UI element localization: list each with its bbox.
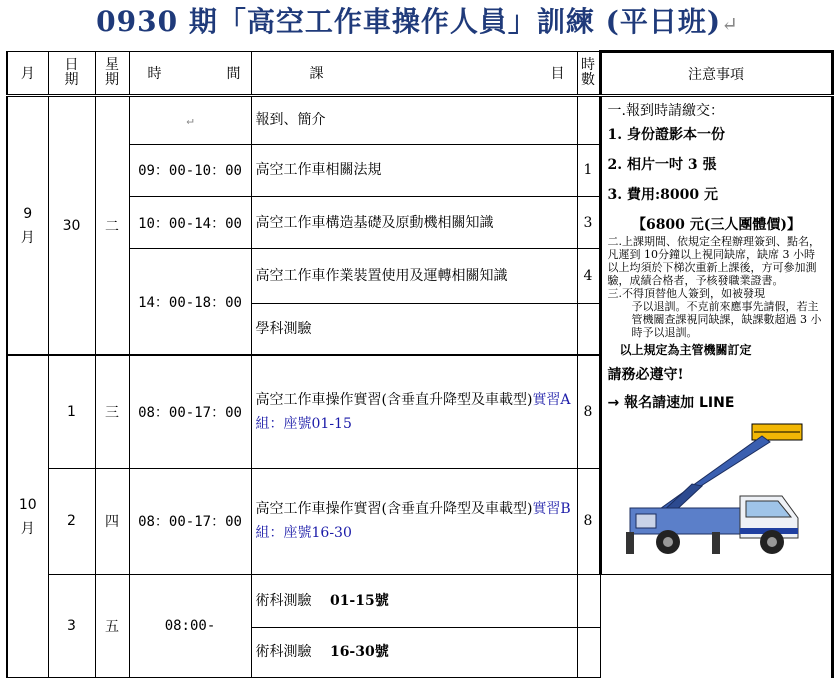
course-cell: 高空工作車操作實習(含垂直升降型及車載型)實習B組：座號16-30 — [251, 468, 577, 575]
notes-intro: 一.報到時請繳交： — [607, 103, 724, 120]
header-time: 時 間 — [129, 52, 251, 96]
day-2: 2 — [48, 468, 95, 575]
practice-group-b: 實習B組：座號16-30 — [255, 501, 571, 542]
table-row — [7, 96, 832, 144]
weekday-wed: 三 — [95, 355, 129, 468]
header-hours: 時 數 — [577, 52, 600, 96]
notes-obey: 請務必遵守! — [607, 367, 684, 384]
schedule-table — [6, 50, 834, 678]
notes-rule-3-lead: 三.不得頂替他人簽到，如被發現 — [607, 287, 765, 301]
notes-item-fee: 3. 費用:8000 元 — [607, 187, 718, 204]
weekday-fri: 五 — [95, 575, 129, 678]
time-cell: ↵ — [129, 96, 251, 144]
notes-rule-2: 二.上課期間、依規定全程辦理簽到、點名，凡遲到 10分鐘以上視同缺席，缺席 3 小時以上均須於下梯次重新上課後，方可參加測驗，成績合格者，予核發職業證書。 — [607, 235, 820, 288]
month-september: 9 月 — [7, 96, 48, 356]
hours-cell — [577, 627, 600, 677]
notes-authority: 以上規定為主管機關訂定 — [619, 343, 752, 358]
course-cell: 術科測驗 01-15號 — [251, 575, 577, 627]
notes-group-price: 【6800 元(三人團體價)】 — [631, 217, 802, 234]
hours-cell — [577, 303, 600, 355]
course-cell: 高空工作車相關法規 — [251, 144, 577, 196]
notes-rule-3-rest: 予以退訓。不克前來應事先請假，若主管機關查課視同缺課，缺課數超過 3 小時予以退訓。 — [631, 300, 822, 340]
day-3: 3 — [48, 575, 95, 678]
time-cell: 08：00-17：00 — [129, 468, 251, 575]
course-cell: 高空工作車操作實習(含垂直升降型及車載型)實習A組：座號01-15 — [251, 355, 577, 468]
course-cell: 高空工作車構造基礎及原動機相關知識 — [251, 196, 577, 248]
hours-cell — [577, 575, 600, 627]
course-cell: 學科測驗 — [251, 303, 577, 355]
notes-panel — [600, 96, 832, 575]
notes-line-signup: → 報名請速加 LINE — [607, 395, 735, 412]
hours-cell: 3 — [577, 196, 600, 248]
hours-cell: 1 — [577, 144, 600, 196]
header-day: 日 期 — [48, 52, 95, 96]
time-cell: 09：00-10：00 — [129, 144, 251, 196]
hours-cell: 4 — [577, 249, 600, 303]
page-title: 0930 期「高空工作車操作人員」訓練 (平日班)↵ — [96, 5, 739, 38]
weekday-tue: 二 — [95, 96, 129, 356]
hours-cell — [577, 96, 600, 144]
day-30: 30 — [48, 96, 95, 356]
time-cell: 08：00-17：00 — [129, 355, 251, 468]
header-notes: 注意事項 — [600, 52, 832, 96]
hours-cell: 8 — [577, 468, 600, 575]
time-cell: 14：00-18：00 — [129, 249, 251, 356]
table-header-row — [7, 52, 832, 96]
month-october: 10 月 — [7, 355, 48, 677]
time-cell: 08:00- — [129, 575, 251, 678]
course-cell: 術科測驗 16-30號 — [251, 627, 577, 677]
course-cell: 高空工作車作業裝置使用及運轉相關知識 — [251, 249, 577, 303]
header-course: 課 目 — [251, 52, 577, 96]
weekday-thu: 四 — [95, 468, 129, 575]
table-row — [7, 575, 832, 627]
course-cell: 報到、簡介 — [251, 96, 577, 144]
day-1: 1 — [48, 355, 95, 468]
hours-cell: 8 — [577, 355, 600, 468]
header-weekday: 星 期 — [95, 52, 129, 96]
notes-item-id: 1. 身份證影本一份 — [607, 127, 725, 144]
time-cell: 10：00-14：00 — [129, 196, 251, 248]
aerial-work-truck-illustration — [612, 416, 822, 566]
notes-item-photo: 2. 相片一吋 3 張 — [607, 157, 717, 174]
practice-group-a: 實習A組：座號01-15 — [255, 392, 571, 433]
header-month: 月 — [7, 52, 48, 96]
